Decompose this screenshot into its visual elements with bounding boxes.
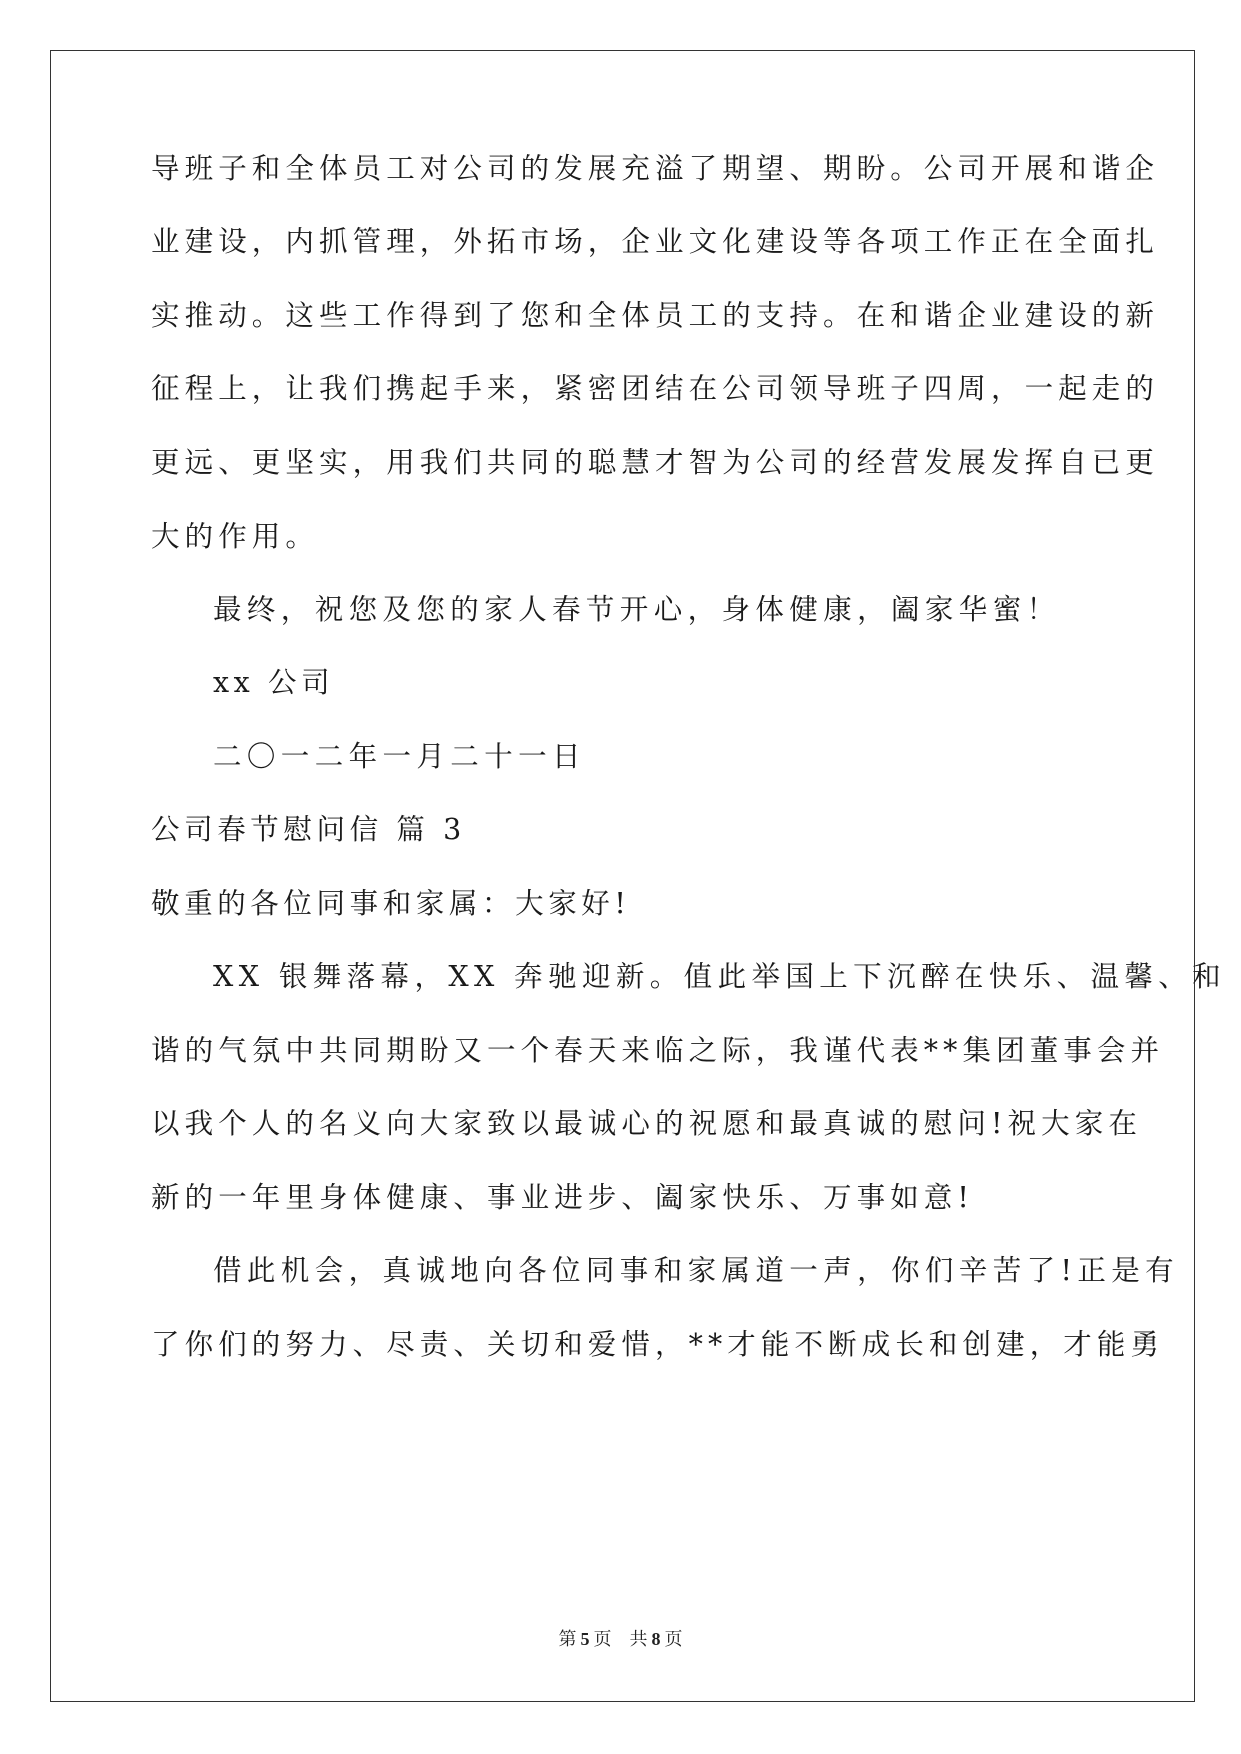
text-line: 征程上，让我们携起手来，紧密团结在公司领导班子四周，一起走的: [151, 372, 1160, 405]
page-footer: [0, 1625, 1241, 1651]
current-page-number: 5: [580, 1629, 590, 1649]
text-line: 实推动。这些工作得到了您和全体员工的支持。在和谐企业建设的新: [151, 299, 1160, 332]
page-mid: 页 共: [593, 1629, 648, 1650]
text-line: 借此机会，真诚地向各位同事和家属道一声，你们辛苦了!正是有: [213, 1254, 1180, 1287]
signature-company: xx 公司: [213, 666, 335, 699]
text-line: 导班子和全体员工对公司的发展充溢了期望、期盼。公司开展和谐企: [151, 152, 1160, 185]
closing-wish: 最终，祝您及您的家人春节开心，身体健康，阖家华蜜！: [213, 593, 1061, 626]
text-line: XX 银舞落幕，XX 奔驰迎新。值此举国上下沉醉在快乐、温馨、和: [213, 960, 1227, 993]
text-line: 大的作用。: [151, 520, 320, 553]
text-line: 谐的气氛中共同期盼又一个春天来临之际，我谨代表**集团董事会并: [151, 1034, 1165, 1067]
page-suffix: 页: [664, 1629, 683, 1650]
total-page-number: 8: [651, 1629, 661, 1649]
text-line: 了你们的努力、尽责、关切和爱惜，**才能不断成长和创建，才能勇: [151, 1328, 1165, 1361]
page-prefix: 第: [558, 1629, 577, 1650]
section-title: 公司春节慰问信 篇 3: [151, 813, 466, 846]
text-line: 新的一年里身体健康、事业进步、阖家快乐、万事如意!: [151, 1181, 974, 1214]
text-line: 以我个人的名义向大家致以最诚心的祝愿和最真诚的慰问!祝大家在: [151, 1107, 1142, 1140]
salutation: 敬重的各位同事和家属：大家好!: [151, 887, 631, 920]
text-line: 业建设，内抓管理，外拓市场，企业文化建设等各项工作正在全面扎: [151, 225, 1160, 258]
signature-date: 二〇一二年一月二十一日: [213, 740, 586, 773]
text-line: 更远、更坚实，用我们共同的聪慧才智为公司的经营发展发挥自已更: [151, 446, 1160, 479]
